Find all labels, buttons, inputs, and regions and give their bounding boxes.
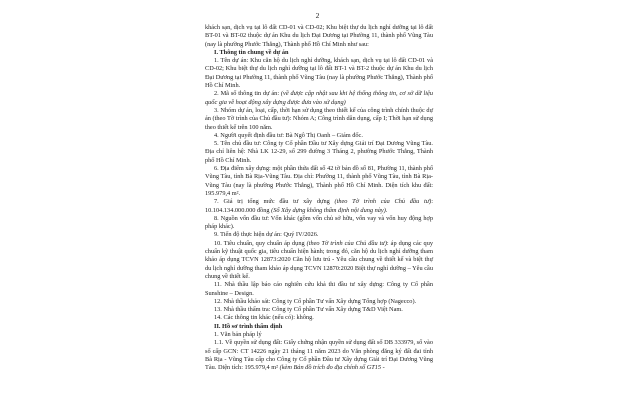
text-run: 14. Các thông tin khác (nếu có): không. — [214, 314, 314, 322]
text-run: 8. Nguồn vốn đầu tư: Vốn khác (gồm vốn chủ sở hữu, vốn vay và vốn huy động hợp pháp khác). — [205, 214, 433, 231]
text-run: 11. Nhà thầu lập báo cáo nghiên cứu khả thi đầu tư xây dựng: Công ty Cổ phần Sunshine – Design. — [205, 281, 433, 297]
text-run: 9. Tiến độ thực hiện dự án: Quý IV/2026. — [214, 231, 319, 239]
italic-note: (về được cập nhật sau khi hệ thống thông tin, cơ sở dữ liệu quốc gia về hoạt động xây dựng được đưa vào sử dụng) — [205, 90, 433, 106]
text-run: 2. Mã số thông tin dự án: — [214, 90, 281, 98]
section-heading — [205, 49, 433, 57]
paragraph — [205, 90, 433, 107]
document-body — [205, 24, 433, 372]
text-run: 5. Tên chủ đầu tư: Công ty Cổ phần Đầu tư Xây dựng Giải trí Đại Dương Vũng Tàu. Địa chỉ liên hệ: Nhà LK 12-29, số 299 đường 3 Tháng 2, phường Phước Thắng, Thành phố Hồ Chí Minh. — [205, 140, 433, 164]
text-run: 7. Giá trị tổng mức đầu tư xây dựng — [214, 198, 335, 206]
text-run: 13. Nhà thầu thẩm tra: Công ty Cổ phần Tư vấn Xây dựng T&D Việt Nam. — [214, 306, 403, 314]
text-run: 10. Tiêu chuẩn, quy chuẩn áp dụng — [214, 239, 307, 247]
paragraph — [205, 231, 433, 239]
paragraph — [205, 306, 433, 314]
italic-note: (kèm Bản đồ trích đo địa chính số GT15 - — [279, 364, 385, 372]
paragraph — [205, 132, 433, 140]
text-run: . — [385, 206, 388, 214]
text-run: 4. Người quyết định đầu tư: Bà Ngô Thị Oanh – Giám đốc. — [214, 131, 363, 139]
text-run: 3. Nhóm dự án, loại, cấp, thời hạn sử dụng theo thiết kế của công trình chính thuộc dự án (theo Tờ trình của Chủ đầu tư): Nhóm A; Công trình dân dụng, cấp I; Thời hạn sử dụng theo thiết kế trên 100 năm. — [205, 106, 433, 131]
paragraph — [205, 331, 433, 339]
italic-note: (Số Xây dựng không thẩm định nội dung này) — [271, 206, 386, 214]
paragraph — [205, 281, 433, 298]
paragraph — [205, 198, 433, 215]
italic-note: (theo Tờ trình của Chủ đầu tư) — [334, 198, 432, 206]
paragraph — [205, 240, 433, 281]
text-run: 1. Tên dự án: Khu căn hộ du lịch nghỉ dưỡng, khách sạn, dịch vụ tại lô đất CD-01 và CD-02; Khu biệt thự du lịch nghỉ dưỡng tại lô đất BT-1 và BT-2 thuộc dự án Khu du lịch Đại Dương tại Phường 11, thành phố Vũng Tàu (nay là phường Phước Thắng), Thành phố Hồ Chí Minh. — [205, 57, 433, 90]
text-run: : 10.104.134.000.000 đồng — [205, 198, 433, 214]
text-run: I. Thông tin chung về dự án — [214, 48, 289, 56]
text-run: 1. Văn bản pháp lý — [214, 330, 262, 338]
text-run: II. Hồ sơ trình thẩm định — [214, 322, 283, 330]
paragraph — [205, 24, 433, 49]
section-heading — [205, 323, 433, 331]
text-run: khách sạn, dịch vụ tại lô đất CD-01 và CD-02; Khu biệt thự du lịch nghỉ dưỡng tại lô đất BT-01 và BT-02 thuộc dự án Khu du lịch Đại Dương tại Phường 11, thành phố Vũng Tàu (nay là phường Phước Thắng), Thành phố Hồ Chí Minh như sau: — [205, 24, 433, 48]
paragraph — [205, 57, 433, 90]
paragraph — [205, 107, 433, 132]
paragraph — [205, 314, 433, 322]
paragraph — [205, 298, 433, 306]
paragraph — [205, 140, 433, 165]
paragraph — [205, 165, 433, 198]
page-number: 2 — [315, 11, 320, 20]
text-run: 12. Nhà thầu khảo sát: Công ty Cổ phần Tư vấn Xây dựng Tổng hợp (Nagecco). — [214, 297, 417, 305]
text-run: 6. Địa điểm xây dựng: một phần thửa đất số 42 tờ bản đồ số 81, Phường 11, thành phố Vũng Tàu, tỉnh Bà Rịa-Vũng Tàu. Địa chỉ: Phường 11, thành phố Vũng Tàu, tỉnh Bà Rịa-Vũng Tàu (nay là phường Phước Thắng), Thành phố Hồ Chí Minh. Diện tích khu đất: 195.979,4 m². — [205, 165, 433, 197]
italic-note: (theo Tờ trình của Chủ đầu tư) — [306, 239, 387, 247]
text-run: : áp dụng các quy chuẩn kỹ thuật quốc gia, tiêu chuẩn hiện hành; trong đó, căn hộ du lịch nghỉ dưỡng tham khảo áp dụng TCVN 12873:2020 Căn hộ lưu trú - Yêu cầu chung về thiết kế và biệt thự du lịch nghỉ dưỡng tham khảo áp dụng TCVN 12870:2020 Biệt thự nghỉ dưỡng – Yêu cầu chung về thiết kế. — [205, 239, 433, 280]
paragraph — [205, 339, 433, 372]
text-run: 1.1. Về quyền sử dụng đất: Giấy chứng nhận quyền sử dụng đất số DB 333979, số vào sổ cấp GCN: CT 14226 ngày 21 tháng 11 năm 2023 do Văn phòng đăng ký đất đai tỉnh Bà Rịa - Vũng Tàu cấp cho Công ty Cổ phần Đầu tư Xây dựng Giải trí Đại Dương Vũng Tàu. Diện tích: 195.979,4 m² — [205, 339, 433, 372]
paragraph — [205, 215, 433, 232]
